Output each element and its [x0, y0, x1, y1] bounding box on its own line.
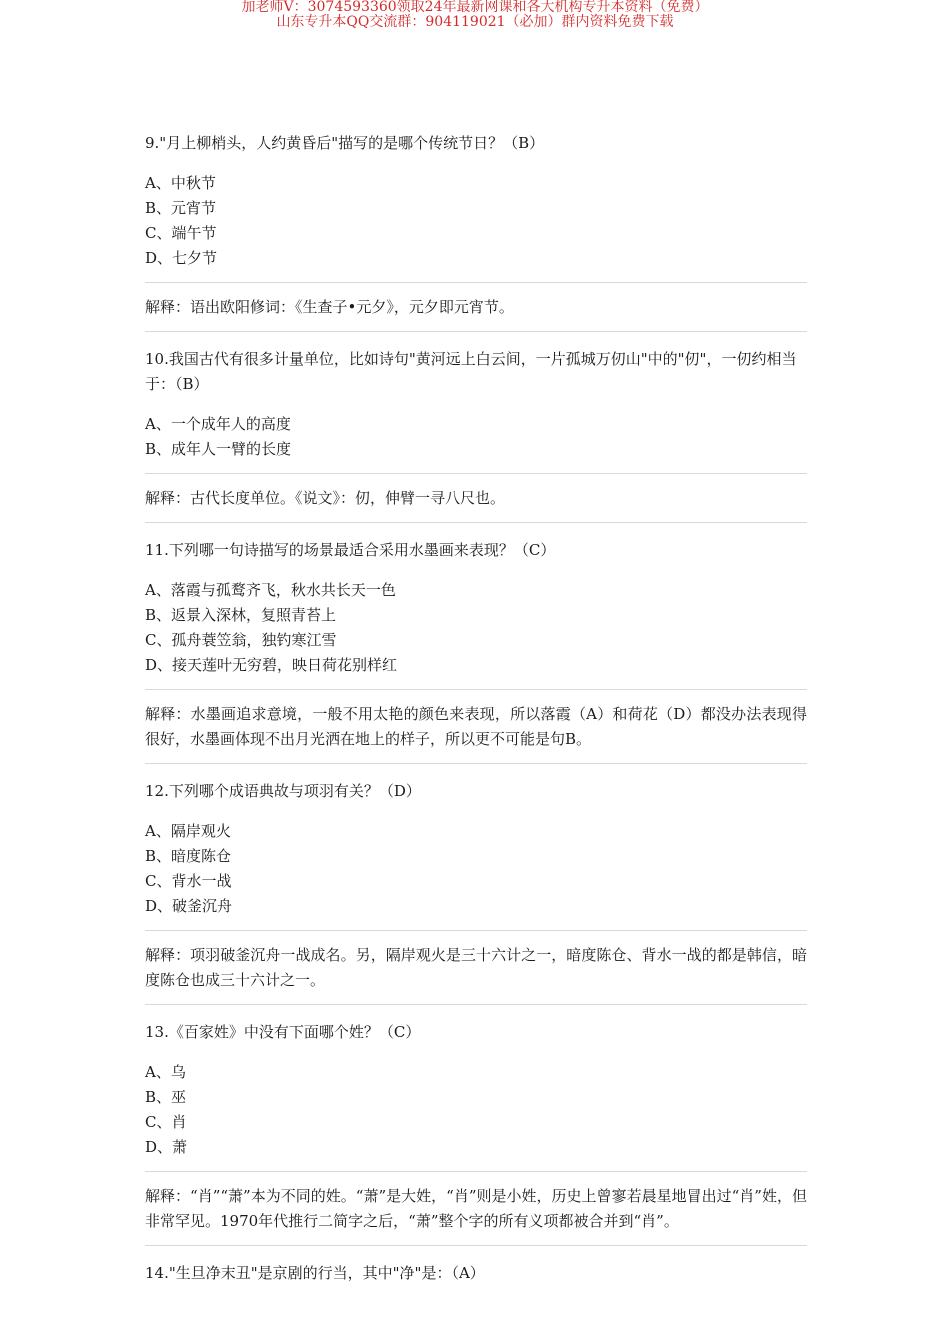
option: A、乌 — [145, 1063, 186, 1081]
explanation: 解释：古代长度单位。《说文》：仞，伸臂一寻八尺也。 — [145, 489, 506, 507]
divider — [145, 331, 807, 332]
option: B、暗度陈仓 — [145, 847, 232, 865]
option: A、落霞与孤鹜齐飞，秋水共长天一色 — [145, 581, 396, 599]
question-block-13 — [145, 1020, 807, 1246]
option: D、七夕节 — [145, 249, 218, 267]
question-block-11 — [145, 538, 807, 764]
option: C、肖 — [145, 1113, 187, 1131]
promo-header — [0, 0, 950, 30]
option: D、接天莲叶无穷碧，映日荷花别样红 — [145, 656, 398, 674]
divider — [145, 1245, 807, 1246]
question-text: 10.我国古代有很多计量单位，比如诗句"黄河远上白云间，一片孤城万仞山"中的"仞"，一仞约相当于：（B） — [145, 350, 797, 393]
option: A、隔岸观火 — [145, 822, 231, 840]
option: C、背水一战 — [145, 872, 232, 890]
option: A、中秋节 — [145, 174, 216, 192]
question-block-10 — [145, 347, 807, 523]
explanation: 解释：水墨画追求意境，一般不用太艳的颜色来表现，所以落霞（A）和荷花（D）都没办法表现得很好，水墨画体现不出月光洒在地上的样子，所以更不可能是句B。 — [145, 705, 807, 748]
question-block-9 — [145, 131, 807, 332]
option: B、元宵节 — [145, 199, 217, 217]
question-text: 9."月上柳梢头，人约黄昏后"描写的是哪个传统节日？（B） — [145, 134, 545, 152]
question-text: 13.《百家姓》中没有下面哪个姓？（C） — [145, 1023, 421, 1041]
divider — [145, 763, 807, 764]
promo-line-2: 山东专升本QQ交流群：904119021（必加）群内资料免费下载 — [276, 14, 674, 30]
divider — [145, 930, 807, 931]
option: A、一个成年人的高度 — [145, 415, 291, 433]
question-block-14 — [145, 1261, 807, 1286]
quiz-content — [145, 116, 807, 1301]
explanation: 解释：项羽破釜沉舟一战成名。另，隔岸观火是三十六计之一，暗度陈仓、背水一战的都是韩信，暗度陈仓也成三十六计之一。 — [145, 946, 807, 989]
option: B、巫 — [145, 1088, 187, 1106]
divider — [145, 689, 807, 690]
explanation: 解释：语出欧阳修词：《生查子•元夕》，元夕即元宵节。 — [145, 298, 514, 316]
divider — [145, 1004, 807, 1005]
question-text: 11.下列哪一句诗描写的场景最适合采用水墨画来表现？（C） — [145, 541, 556, 559]
option: C、孤舟蓑笠翁，独钓寒江雪 — [145, 631, 337, 649]
option: B、返景入深林，复照青苔上 — [145, 606, 337, 624]
question-text: 12.下列哪个成语典故与项羽有关？（D） — [145, 782, 421, 800]
divider — [145, 522, 807, 523]
question-block-12 — [145, 779, 807, 1005]
divider — [145, 1171, 807, 1172]
divider — [145, 473, 807, 474]
promo-line-1: 加老师V：3074593360领取24年最新网课和各大机构专升本资料（免费） — [241, 0, 709, 15]
divider — [145, 282, 807, 283]
option: D、破釜沉舟 — [145, 897, 233, 915]
option: D、萧 — [145, 1138, 188, 1156]
option: B、成年人一臂的长度 — [145, 440, 292, 458]
question-text: 14."生旦净末丑"是京剧的行当，其中"净"是：（A） — [145, 1264, 485, 1282]
option: C、端午节 — [145, 224, 217, 242]
explanation: 解释：“肖”“萧”本为不同的姓。“萧”是大姓，“肖”则是小姓，历史上曾寥若晨星地冒出过“肖”姓，但非常罕见。1970年代推行二简字之后，“萧”整个字的所有义项都被合并到“肖”。 — [145, 1187, 807, 1230]
